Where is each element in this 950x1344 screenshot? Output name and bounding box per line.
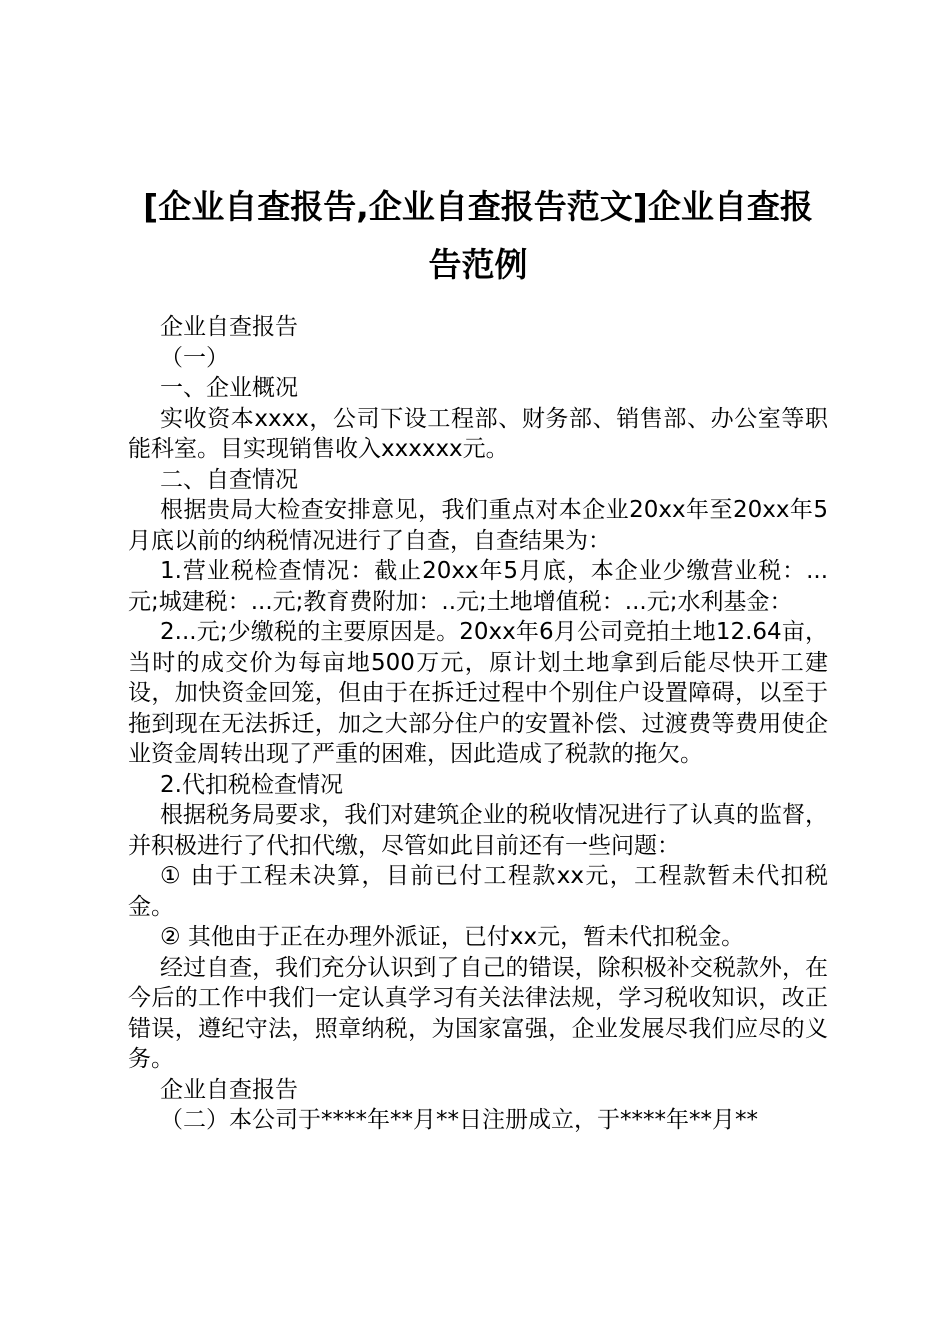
paragraph-heading: 企业自查报告 [160, 1076, 298, 1103]
paragraph-body: 实收资本xxxx，公司下设工程部、财务部、销售部、办公室等职能科室。目实现销售收入xxxxxx元。 [128, 405, 828, 462]
paragraph-section-number: （一） [160, 344, 229, 371]
paragraph-body: 2...元;少缴税的主要原因是。20xx年6月公司竞拍土地12.64亩，当时的成交价为每亩地500万元，原计划土地拿到后能尽快开工建设，加快资金回笼，但由于在拆迁过程中个别住户设置障碍，以至于拖到现在无法拆迁，加之大部分住户的安置补偿、过渡费等费用使企业资金周转出现了严重的困难，因此造成了税款的拖欠。 [128, 619, 828, 767]
paragraph-body: 1.营业税检查情况：截止20xx年5月底，本企业少缴营业税：...元;城建税：...元;教育费附加：..元;土地增值税：...元;水利基金： [128, 558, 828, 615]
paragraph-heading: 企业自查报告 [160, 314, 298, 340]
paragraph-heading-withholding: 2.代扣税检查情况 [160, 771, 343, 798]
paragraph-list-item: ① 由于工程未决算，目前已付工程款xx元，工程款暂未代扣税金。 [128, 863, 828, 920]
paragraph-heading-overview: 一、企业概况 [160, 375, 298, 401]
paragraph-body: 根据贵局大检查安排意见，我们重点对本企业20xx年至20xx年5月底以前的纳税情况进行了自查，自查结果为： [128, 497, 828, 554]
document-page [128, 178, 828, 1136]
paragraph-body: 经过自查，我们充分认识到了自己的错误，除积极补交税款外，在今后的工作中我们一定认真学习有关法律法规，学习税收知识，改正错误，遵纪守法，照章纳税，为国家富强，企业发展尽我们应尽的义务。 [128, 954, 828, 1072]
document-title: [企业自查报告,企业自查报告范文]企业自查报告范例 [143, 187, 813, 284]
paragraph-body: （二）本公司于****年**月**日注册成立，于****年**月** [160, 1107, 758, 1133]
paragraph-list-item: ② 其他由于正在办理外派证，已付xx元，暂未代扣税金。 [160, 924, 745, 950]
paragraph-heading-selfcheck: 二、自查情况 [160, 466, 298, 493]
paragraph-body: 根据税务局要求，我们对建筑企业的税收情况进行了认真的监督，并积极进行了代扣代缴，尽管如此目前还有一些问题： [128, 802, 828, 859]
